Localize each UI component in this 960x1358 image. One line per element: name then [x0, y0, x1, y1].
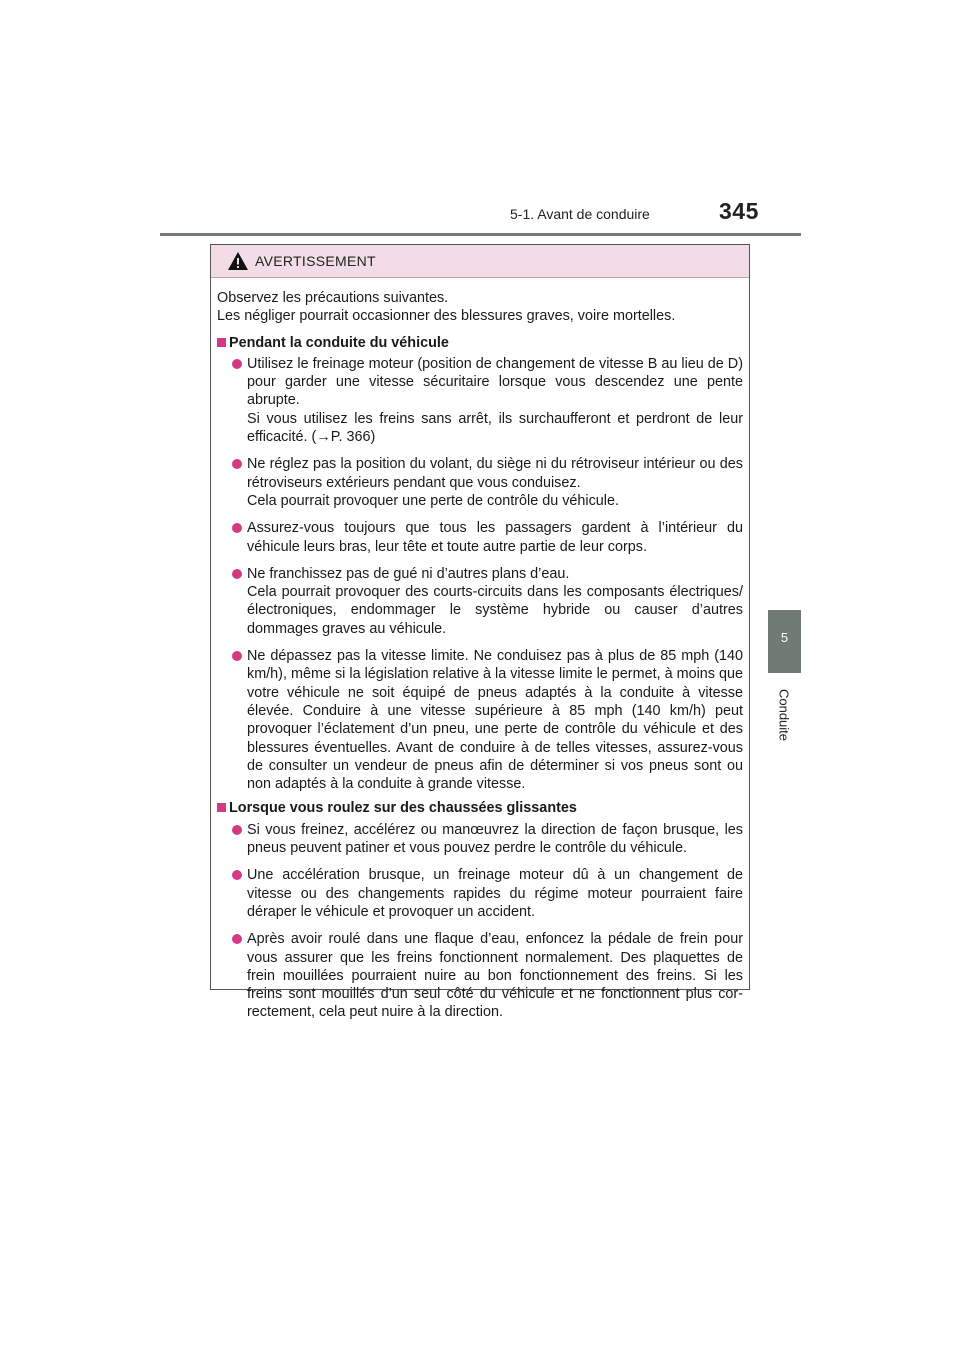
chapter-tab	[768, 610, 801, 673]
warning-intro	[217, 289, 743, 326]
warning-box	[210, 244, 750, 1021]
circle-bullet-icon	[232, 459, 242, 469]
paragraph: Après avoir roulé dans une flaque d’eau, enfoncez la pédale de frein pour vous assurer que les freins fonctionnent normalement. Des plaquettes de frein mouillées pourraient nuire au bon fonctionnement des freins. Si les freins sont mouillés d’un seul côté du véhicule et ne fonctionnent plus correctement, cela peut nuire à la direction.	[247, 931, 743, 1021]
section-heading	[217, 799, 743, 817]
warning-title: AVERTISSEMENT	[255, 253, 376, 269]
paragraph: Une accélération brusque, un freinage moteur dû à un changement de vitesse ou des changements rapides du régime moteur pourraient faire déraper le véhicule et provoquer un accident.	[247, 867, 743, 920]
chapter-name: Conduite	[776, 688, 792, 742]
list-item	[217, 565, 743, 638]
intro-line: Les négliger pourrait occasionner des blessures graves, voire mortelles.	[217, 308, 676, 325]
section-heading-text: Pendant la conduite du véhicule	[229, 334, 449, 351]
paragraph: Assurez-vous toujours que tous les passagers gardent à l’intérieur du véhicule leurs bras, leur tête et toute autre partie de leur corps.	[247, 520, 743, 555]
paragraph: Cela pourrait provoquer une perte de contrôle du véhicule.	[247, 492, 619, 509]
paragraph: Ne réglez pas la position du volant, du siège ni du rétroviseur intérieur ou des rétroviseurs extérieurs pendant que vous conduisez.	[247, 456, 743, 491]
warning-header	[211, 245, 749, 278]
warning-triangle-icon	[227, 251, 249, 271]
section-heading	[217, 334, 743, 352]
list-item	[217, 930, 743, 1021]
circle-bullet-icon	[232, 825, 242, 835]
list-item	[217, 866, 743, 921]
chapter-number: 5	[780, 630, 789, 645]
paragraph: Utilisez le freinage moteur (position de changement de vitesse B au lieu de D) pour garder une vitesse sécuritaire lorsque vous descendez une pente abrupte.	[247, 355, 743, 409]
circle-bullet-icon	[232, 934, 242, 944]
list-item	[217, 821, 743, 858]
paragraph: Ne franchissez pas de gué ni d’autres plans d’eau.	[247, 565, 570, 582]
list-item	[217, 355, 743, 446]
circle-bullet-icon	[232, 359, 242, 369]
paragraph: Ne dépassez pas la vitesse limite. Ne conduisez pas à plus de 85 mph (140 km/h), même si la législation relative à la vitesse limite le permet, à moins que votre véhicule ne soit équipé de pneus adaptés à la conduite à vitesse élevée. Conduire à une vitesse supérieure à 85 mph (140 km/h) peut provoquer l’éclatement d’un pneu, une perte de contrôle du véhicule et des blessures éventuelles. Avant de conduire à de telles vitesses, assurez-vous de consulter un vendeur de pneus afin de déterminer si vos pneus sont ou non adaptés à la conduite à grande vitesse.	[247, 648, 743, 793]
square-bullet-icon	[217, 338, 226, 347]
header-rule	[160, 233, 801, 236]
list-item	[217, 647, 743, 793]
square-bullet-icon	[217, 803, 226, 812]
circle-bullet-icon	[232, 523, 242, 533]
list-item	[217, 455, 743, 510]
warning-body	[211, 278, 749, 1022]
paragraph: Si vous utilisez les freins sans arrêt, ils surchaufferont et perdront de leur efficacité. (→P. 366)	[247, 410, 743, 446]
intro-line: Observez les précautions suivantes.	[217, 290, 449, 306]
running-header-section: 5-1. Avant de conduire	[510, 206, 650, 222]
page-number: 345	[719, 198, 759, 224]
paragraph: Si vous freinez, accélérez ou manœuvrez la direction de façon brusque, les pneus peuvent patiner et vous pouvez perdre le contrôle du véhicule.	[247, 821, 743, 857]
circle-bullet-icon	[232, 569, 242, 579]
list-item	[217, 519, 743, 556]
section-heading-text: Lorsque vous roulez sur des chaussées glissantes	[229, 800, 577, 817]
circle-bullet-icon	[232, 870, 242, 880]
circle-bullet-icon	[232, 651, 242, 661]
paragraph: Cela pourrait provoquer des courts-circuits dans les composants électriques/électroniques, endommager le système hybride ou causer d’autres dommages graves au véhicule.	[247, 584, 743, 637]
